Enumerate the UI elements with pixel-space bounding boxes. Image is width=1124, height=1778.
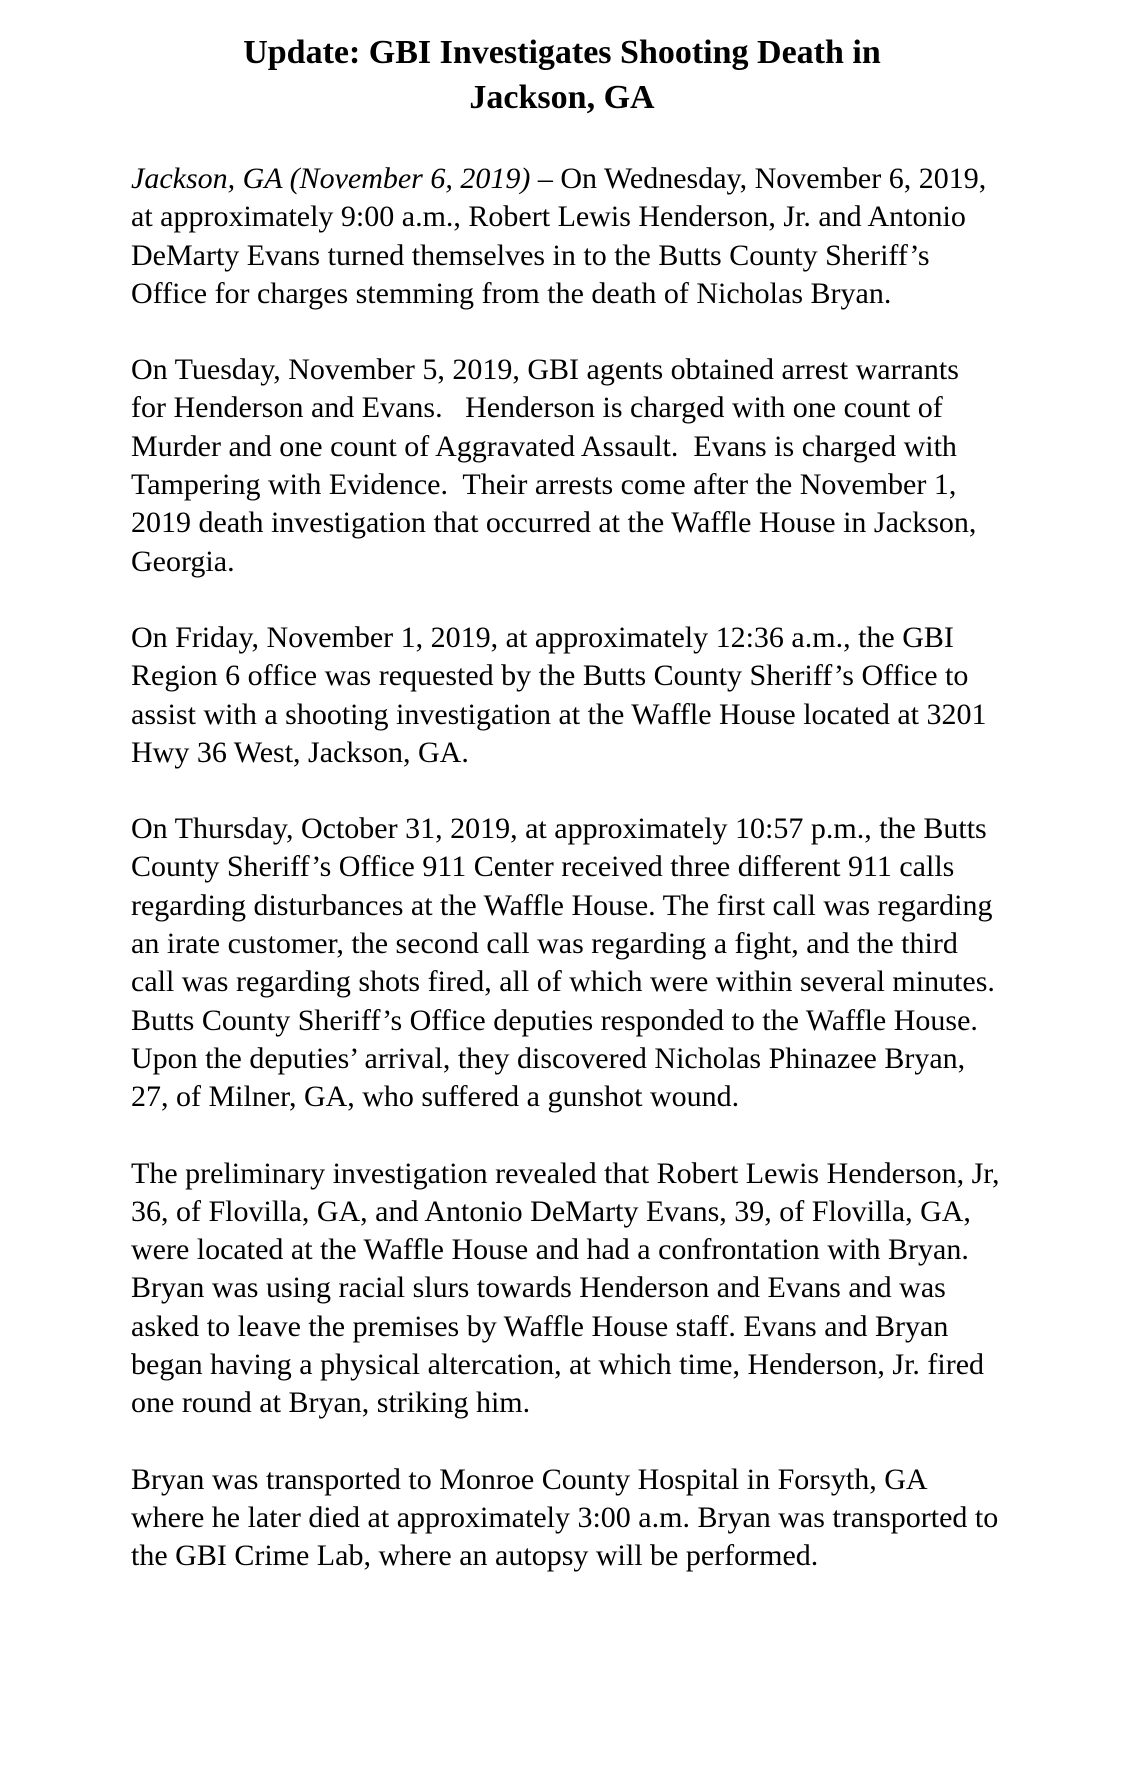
paragraph-4: On Thursday, October 31, 2019, at approximately 10:57 p.m., the Butts County Sheriff’s Office 911 Center received three different 911 calls regarding disturbances at the Waffle House. The first call was regarding an irate customer, the second call was regarding a fight, and the third call was regarding shots fired, all of which were within several minutes. Butts County Sheriff’s Office deputies responded to the Waffle House. Upon the deputies’ arrival, they discovered Nicholas Phinazee Bryan, 27, of Milner, GA, who suffered a gunshot wound. xyxy=(131,812,995,1114)
paragraph-2: On Tuesday, November 5, 2019, GBI agents obtained arrest warrants for Henderson and Evans. Henderson is charged with one count of Murder and one count of Aggravated Assault. Evans is charged with Tampering with Evidence. Their arrests come after the November 1, 2019 death investigation that occurred at the Waffle House in Jackson, Georgia. xyxy=(131,353,977,578)
document-body xyxy=(131,160,1001,1576)
document-title xyxy=(60,30,1064,120)
paragraph-6: Bryan was transported to Monroe County Hospital in Forsyth, GA where he later died at approximately 3:00 a.m. Bryan was transported to the GBI Crime Lab, where an autopsy will be performed. xyxy=(131,1462,999,1573)
title-line-1: Update: GBI Investigates Shooting Death in xyxy=(243,34,881,71)
paragraph-3: On Friday, November 1, 2019, at approximately 12:36 a.m., the GBI Region 6 office was requested by the Butts County Sheriff’s Office to assist with a shooting investigation at the Waffle House located at 3201 Hwy 36 West, Jackson, GA. xyxy=(131,620,987,769)
title-line-2: Jackson, GA xyxy=(469,79,655,116)
dateline: Jackson, GA (November 6, 2019) – xyxy=(131,162,553,195)
paragraph-1-text: On Wednesday, November 6, 2019, at approximately 9:00 a.m., Robert Lewis Henderson, Jr. and Antonio DeMarty Evans turned themselves in to the Butts County Sheriff’s Office for charges stemming from the death of Nicholas Bryan. xyxy=(131,162,987,310)
paragraph-5: The preliminary investigation revealed that Robert Lewis Henderson, Jr, 36, of Flovilla, GA, and Antonio DeMarty Evans, 39, of Flovilla, GA, were located at the Waffle House and had a confrontation with Bryan. Bryan was using racial slurs towards Henderson and Evans and was asked to leave the premises by Waffle House staff. Evans and Bryan began having a physical altercation, at which time, Henderson, Jr. fired one round at Bryan, striking him. xyxy=(131,1156,1000,1420)
paragraph-1 xyxy=(131,160,1001,313)
